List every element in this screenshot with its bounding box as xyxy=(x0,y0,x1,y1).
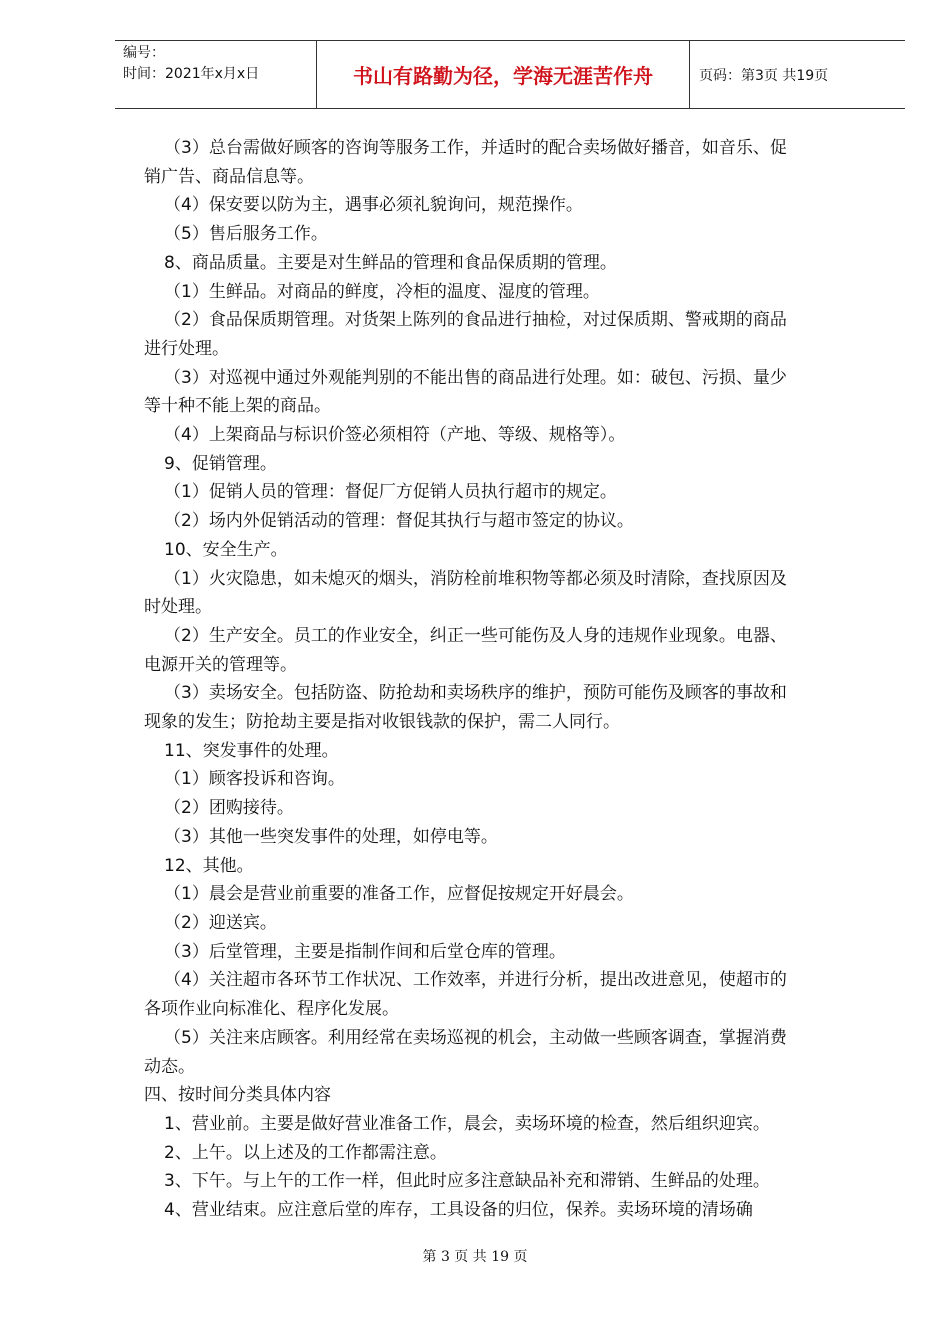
paragraph-line: （3）对巡视中通过外观能判别的不能出售的商品进行处理。如：破包、污损、量少 xyxy=(164,367,787,388)
paragraph-line: （4）保安要以防为主，遇事必须礼貌询问，规范操作。 xyxy=(164,195,583,216)
document-body xyxy=(144,134,866,1225)
paragraph-line: （1）顾客投诉和咨询。 xyxy=(164,769,345,790)
page-footer: 第 3 页 共 19 页 xyxy=(422,1249,528,1265)
paragraph-line: （3）卖场安全。包括防盗、防抢劫和卖场秩序的维护，预防可能伤及顾客的事故和 xyxy=(164,683,787,704)
paragraph-line: （4）上架商品与标识价签必须相符（产地、等级、规格等）。 xyxy=(164,425,626,446)
paragraph-line: 动态。 xyxy=(144,1056,195,1077)
paragraph-line: 销广告、商品信息等。 xyxy=(144,166,314,187)
header-meta xyxy=(115,41,316,108)
document-number-label: 编号： xyxy=(123,45,165,61)
paragraph-line: 时处理。 xyxy=(144,597,212,618)
paragraph-line: 10、安全生产。 xyxy=(164,539,288,560)
paragraph-line: 电源开关的管理等。 xyxy=(144,654,297,675)
paragraph-line: （2）生产安全。员工的作业安全，纠正一些可能伤及人身的违规作业现象。电器、 xyxy=(164,625,787,646)
paragraph-line: （5）关注来店顾客。利用经常在卖场巡视的机会，主动做一些顾客调查，掌握消费 xyxy=(164,1027,787,1048)
paragraph-line: （1）晨会是营业前重要的准备工作，应督促按规定开好晨会。 xyxy=(164,884,634,905)
paragraph-line: 4、营业结束。应注意后堂的库存，工具设备的归位，保养。卖场环境的清场确 xyxy=(164,1200,753,1221)
paragraph-line: 11、突发事件的处理。 xyxy=(164,740,339,761)
paragraph-line: 等十种不能上架的商品。 xyxy=(144,396,331,417)
paragraph-line: 2、上午。以上述及的工作都需注意。 xyxy=(164,1142,447,1163)
paragraph-line: 现象的发生；防抢劫主要是指对收银钱款的保护，需二人同行。 xyxy=(144,712,620,733)
paragraph-line: （2）团购接待。 xyxy=(164,798,294,819)
paragraph-line: 各项作业向标准化、程序化发展。 xyxy=(144,999,399,1020)
paragraph-line: （2）场内外促销活动的管理：督促其执行与超市签定的协议。 xyxy=(164,511,634,532)
paragraph-line: （3）总台需做好顾客的咨询等服务工作，并适时的配合卖场做好播音，如音乐、促 xyxy=(164,138,787,158)
paragraph-line: （2）食品保质期管理。对货架上陈列的食品进行抽检，对过保质期、警戒期的商品 xyxy=(164,310,787,331)
paragraph-line: （1）促销人员的管理：督促厂方促销人员执行超市的规定。 xyxy=(164,482,617,503)
paragraph-line: （3）其他一些突发事件的处理，如停电等。 xyxy=(164,826,498,847)
paragraph-line: 8、商品质量。主要是对生鲜品的管理和食品保质期的管理。 xyxy=(164,252,617,273)
header-page-info: 页码：第3页 共19页 xyxy=(699,67,829,84)
paragraph-line: （2）迎送宾。 xyxy=(164,912,277,933)
header-motto: 书山有路勤为径，学海无涯苦作舟 xyxy=(316,41,690,108)
paragraph-line: （1）火灾隐患，如未熄灭的烟头，消防栓前堆积物等都必须及时清除，查找原因及 xyxy=(164,568,787,589)
paragraph-line: 进行处理。 xyxy=(144,338,229,359)
paragraph-line: 1、营业前。主要是做好营业准备工作，晨会，卖场环境的检查，然后组织迎宾。 xyxy=(164,1113,770,1134)
paragraph-line: 9、促销管理。 xyxy=(164,453,277,474)
paragraph-line: 12、其他。 xyxy=(164,855,254,876)
paragraph-line: （1）生鲜品。对商品的鲜度，冷柜的温度、湿度的管理。 xyxy=(164,281,600,302)
paragraph-line: （3）后堂管理，主要是指制作间和后堂仓库的管理。 xyxy=(164,941,566,962)
paragraph-line: 3、下午。与上午的工作一样，但此时应多注意缺品补充和滞销、生鲜品的处理。 xyxy=(164,1171,770,1192)
paragraph-line: （4）关注超市各环节工作状况、工作效率，并进行分析，提出改进意见，使超市的 xyxy=(164,970,787,991)
paragraph-line: （5）售后服务工作。 xyxy=(164,224,328,245)
page-header xyxy=(115,40,905,109)
paragraph-line: 四、按时间分类具体内容 xyxy=(144,1085,331,1106)
document-time-label: 时间：2021年x月x日 xyxy=(123,66,260,82)
